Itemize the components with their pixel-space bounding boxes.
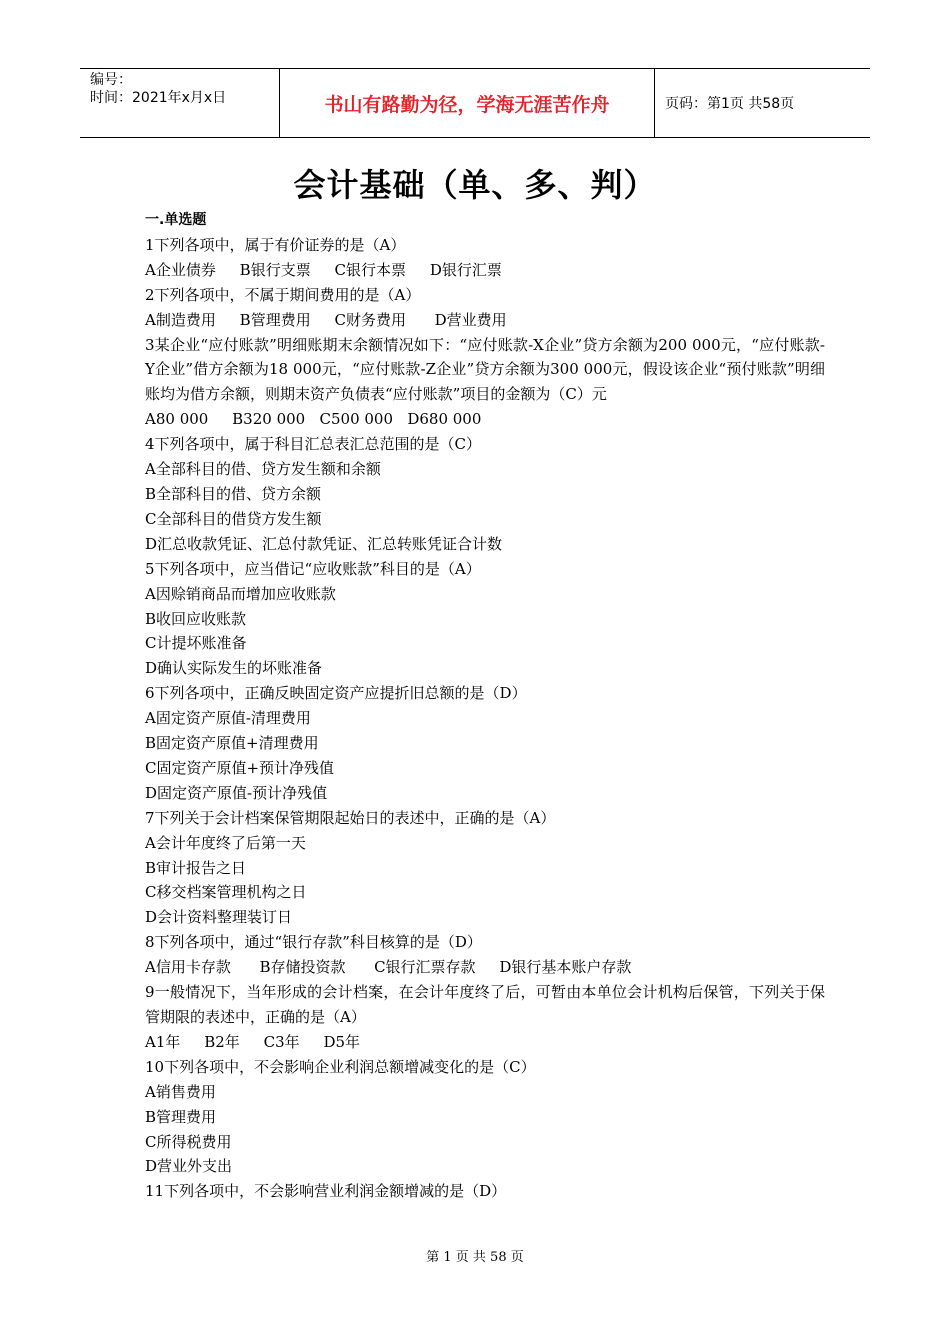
text-line: A1年 B2年 C3年 D5年 [145, 1032, 361, 1051]
text-line: A制造费用 B管理费用 C财务费用 D营业费用 [145, 310, 507, 329]
text-line: 2下列各项中，不属于期间费用的是（A） [145, 285, 421, 304]
text-line: A固定资产原值-清理费用 [145, 709, 311, 728]
text-line: 8下列各项中，通过“银行存款”科目核算的是（D） [145, 933, 482, 952]
text-line: 7下列关于会计档案保管期限起始日的表述中，正确的是（A） [145, 808, 556, 827]
text-line: D确认实际发生的坏账准备 [145, 659, 323, 678]
document-time-label: 时间：2021年x月x日 [90, 90, 227, 106]
text-line: D营业外支出 [145, 1157, 233, 1176]
text-line: C全部科目的借贷方发生额 [145, 509, 322, 528]
document-body [145, 208, 825, 1204]
header-motto: 书山有路勤为径，学海无涯苦作舟 [280, 69, 655, 137]
text-line: C计提坏账准备 [145, 634, 247, 653]
text-line: 5下列各项中，应当借记“应收账款”科目的是（A） [145, 559, 481, 578]
document-header [80, 68, 870, 138]
text-line: A全部科目的借、贷方发生额和余额 [145, 460, 381, 479]
text-line: C所得税费用 [145, 1132, 232, 1151]
text-line: B固定资产原值+清理费用 [145, 734, 319, 753]
text-line: 10下列各项中，不会影响企业利润总额增减变化的是（C） [145, 1057, 536, 1076]
text-line: A企业债券 B银行支票 C银行本票 D银行汇票 [145, 260, 502, 279]
document-number-label: 编号： [90, 72, 132, 88]
text-line: A80 000 B320 000 C500 000 D680 000 [145, 410, 482, 429]
text-line: D汇总收款凭证、汇总付款凭证、汇总转账凭证合计数 [145, 534, 503, 553]
document-title: 会计基础（单、多、判） [293, 166, 657, 204]
text-line: C固定资产原值+预计净残值 [145, 758, 335, 777]
text-line: C移交档案管理机构之日 [145, 883, 307, 902]
text-line: B全部科目的借、贷方余额 [145, 484, 322, 503]
text-line: B审计报告之日 [145, 858, 247, 877]
page-footer: 第 1 页 共 58 页 [426, 1250, 524, 1265]
header-meta [80, 69, 280, 137]
text-line: D会计资料整理装订日 [145, 908, 293, 927]
text-line: A会计年度终了后第一天 [145, 833, 306, 852]
text-line: 1下列各项中，属于有价证券的是（A） [145, 235, 406, 254]
text-line: B管理费用 [145, 1107, 217, 1126]
header-page-info: 页码：第1页 共58页 [665, 96, 795, 112]
text-paragraph: 3某企业“应付账款”明细账期末余额情况如下：“应付账款-X企业”贷方余额为200 000元，“应付账款-Y企业”借方余额为18 000元，“应付账款-Z企业”贷方余额为300 000元，假设该企业“预付账款”明细账均为借方余额，则期末资产负债表“应付账款”项目的金额为（C）元 [145, 335, 825, 404]
text-line: A销售费用 [145, 1082, 216, 1101]
text-paragraph: 9一般情况下，当年形成的会计档案，在会计年度终了后，可暂由本单位会计机构后保管，下列关于保管期限的表述中，正确的是（A） [145, 983, 825, 1026]
text-line: 6下列各项中，正确反映固定资产应提折旧总额的是（D） [145, 684, 527, 703]
text-line: D固定资产原值-预计净残值 [145, 783, 328, 802]
text-line: A因赊销商品而增加应收账款 [145, 584, 336, 603]
text-line: B收回应收账款 [145, 609, 247, 628]
text-line: A信用卡存款 B存储投资款 C银行汇票存款 D银行基本账户存款 [145, 958, 632, 977]
section-heading: 一.单选题 [145, 212, 207, 228]
text-line: 11下列各项中，不会影响营业利润金额增减的是（D） [145, 1182, 507, 1201]
text-line: 4下列各项中，属于科目汇总表汇总范围的是（C） [145, 435, 482, 454]
